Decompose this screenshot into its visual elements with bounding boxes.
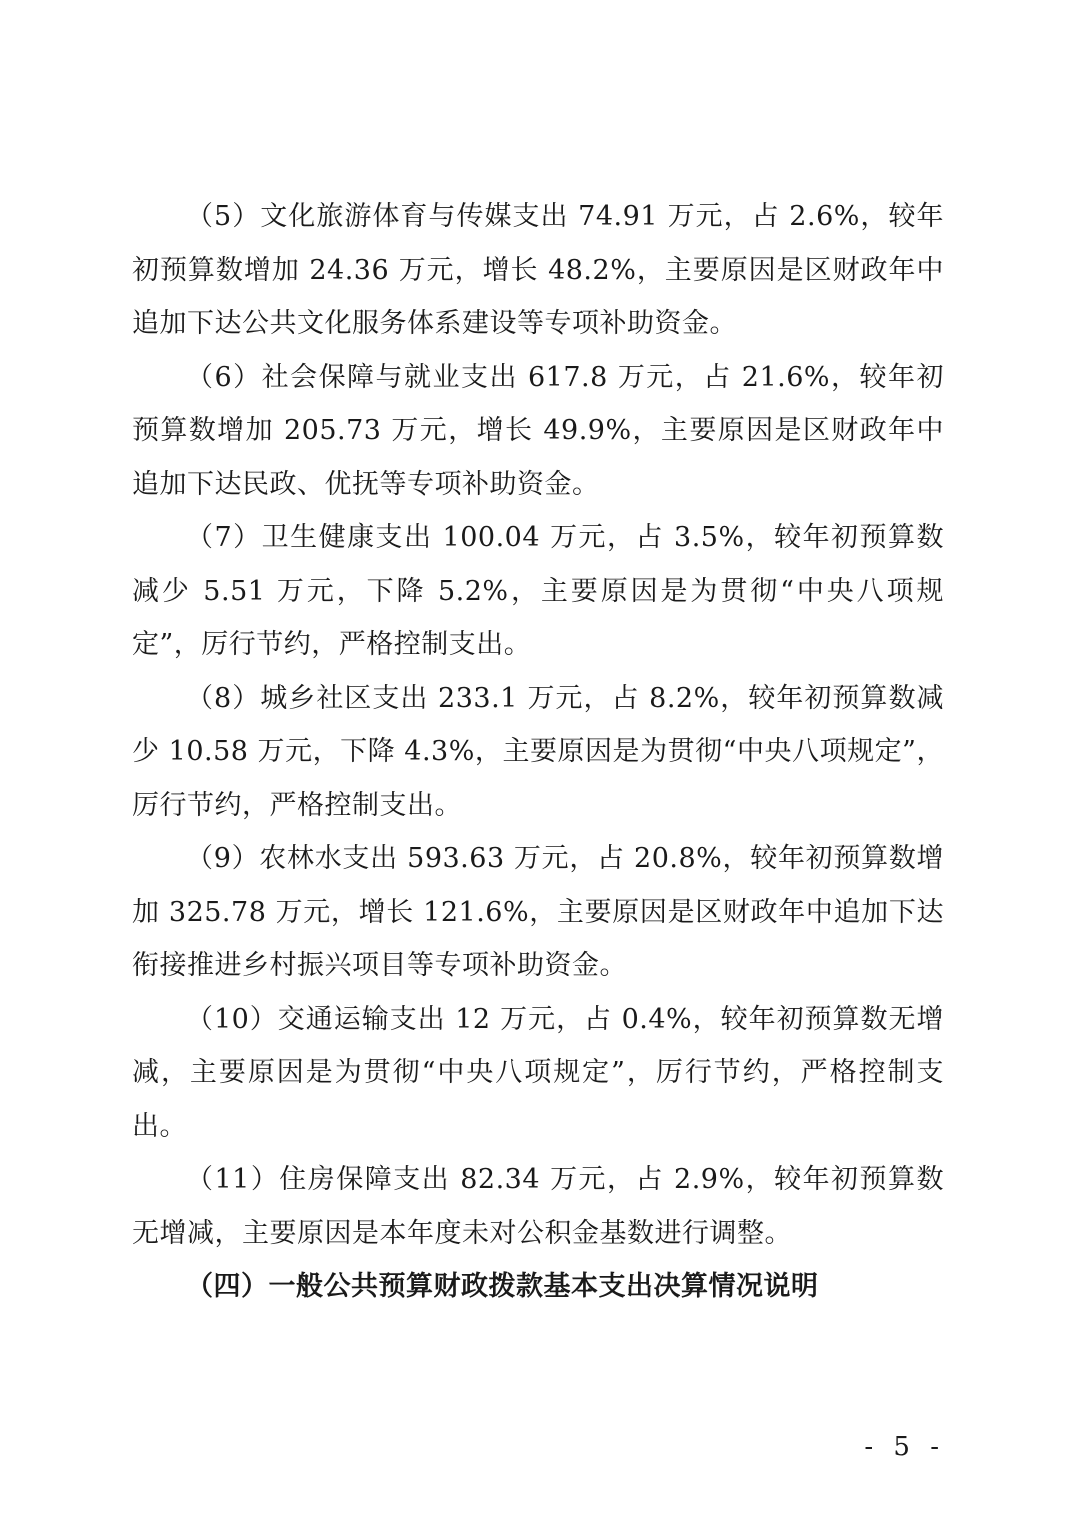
paragraph-urban-rural: （8）城乡社区支出 233.1 万元，占 8.2%，较年初预算数减少 10.58 万元，下降 4.3%，主要原因是为贯彻“中央八项规定”，厉行节约，严格控制支出。 [132, 682, 944, 821]
document-body [132, 190, 944, 1314]
paragraph-social-security: （6）社会保障与就业支出 617.8 万元，占 21.6%，较年初预算数增加 205.73 万元，增长 49.9%，主要原因是区财政年中追加下达民政、优抚等专项补助资金。 [132, 361, 944, 500]
section-heading: （四）一般公共预算财政拨款基本支出决算情况说明 [186, 1271, 819, 1302]
paragraph-transport: （10）交通运输支出 12 万元，占 0.4%，较年初预算数无增减，主要原因是为贯彻“中央八项规定”，厉行节约，严格控制支出。 [132, 1003, 944, 1142]
page-number: - 5 - [864, 1432, 945, 1462]
paragraph-housing: （11）住房保障支出 82.34 万元，占 2.9%，较年初预算数无增减，主要原因是本年度未对公积金基数进行调整。 [132, 1164, 944, 1249]
paragraph-agriculture: （9）农林水支出 593.63 万元，占 20.8%，较年初预算数增加 325.78 万元，增长 121.6%，主要原因是区财政年中追加下达衔接推进乡村振兴项目等专项补助资金。 [132, 843, 944, 981]
paragraph-culture-tourism: （5）文化旅游体育与传媒支出 74.91 万元，占 2.6%，较年初预算数增加 24.36 万元，增长 48.2%，主要原因是区财政年中追加下达公共文化服务体系建设等专项补助资金。 [132, 201, 944, 339]
paragraph-health: （7）卫生健康支出 100.04 万元，占 3.5%，较年初预算数减少 5.51 万元，下降 5.2%，主要原因是为贯彻“中央八项规定”，厉行节约，严格控制支出。 [132, 522, 944, 660]
